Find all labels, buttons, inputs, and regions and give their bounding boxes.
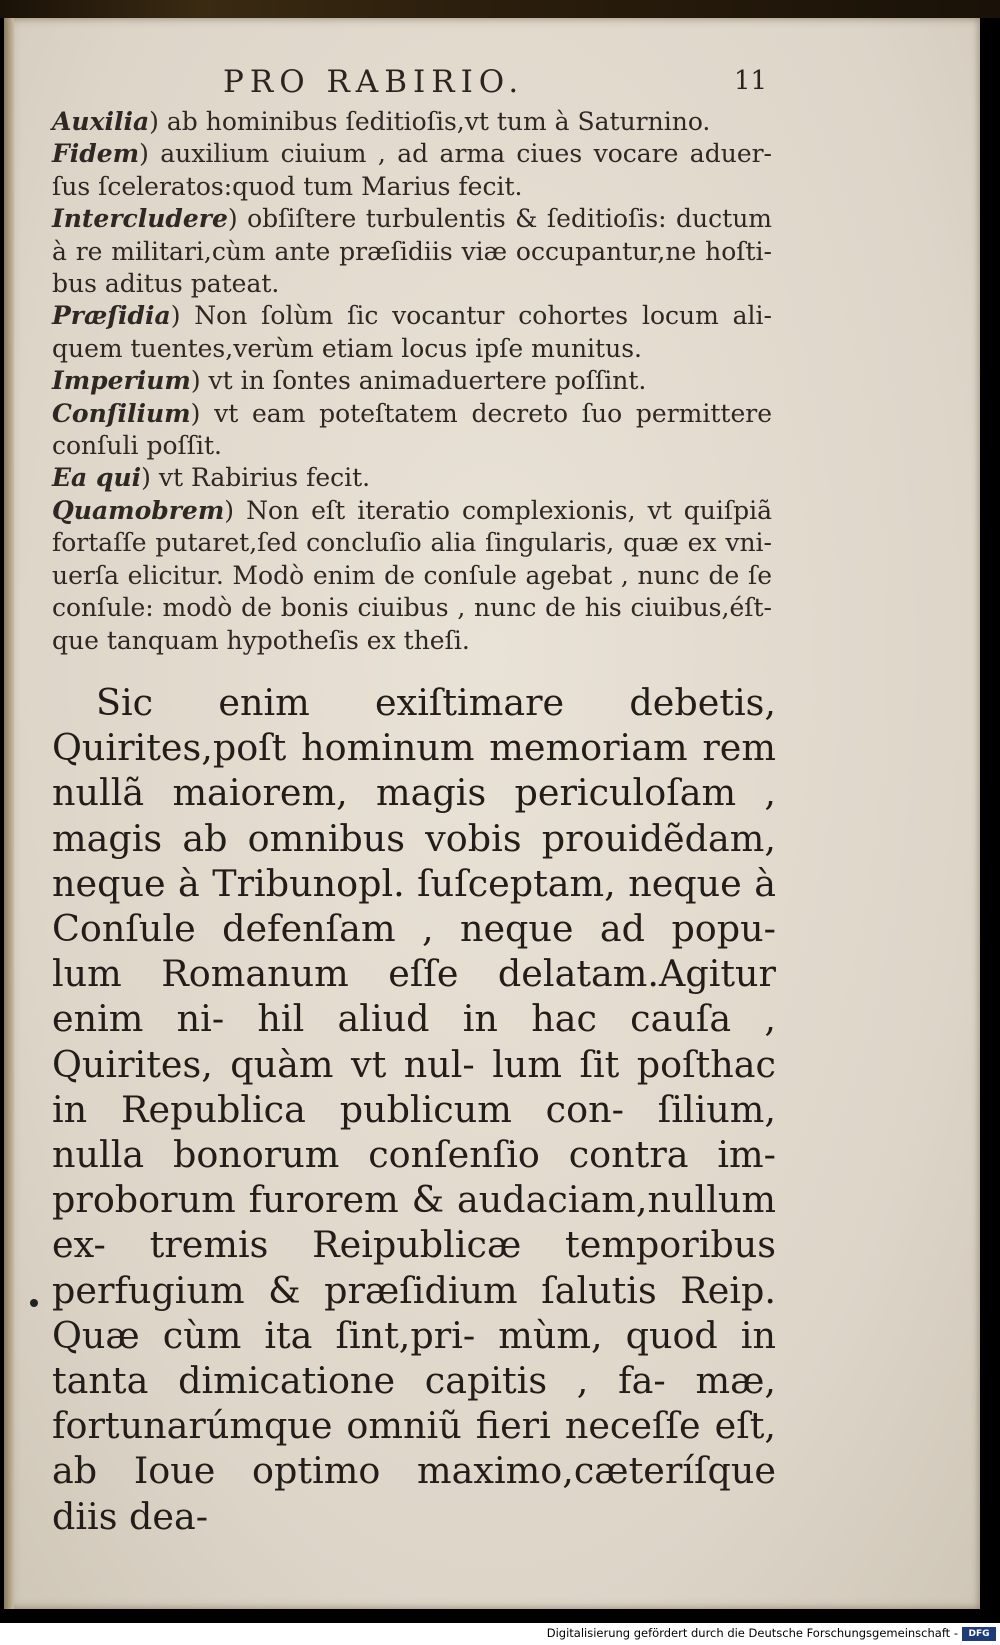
note-lemma: Præſidia (52, 301, 171, 331)
page-gutter-edge (4, 18, 14, 1609)
note-text: vt Rabirius fecit. (158, 463, 371, 493)
note-fidem: Fidem) auxilium ciuium , ad arma ciues vocare aduer- ſus ſceleratos:quod tum Marius fecit. (52, 139, 773, 201)
running-head: PRO RABIRIO. (223, 64, 525, 100)
note-lemma: Auxilia (52, 107, 150, 136)
note-lemma: Intercludere (52, 204, 228, 234)
note-ea-qui: Ea qui) vt Rabirius fecit. (52, 463, 371, 493)
margin-mark (30, 1299, 38, 1307)
note-imperium: Imperium) vt in ſontes animaduertere poſſint. (52, 366, 647, 396)
note-intercludere: Intercludere) obſiſtere turbulentis & ſeditioſis: ductum à re militari,cùm ante præſidiis viæ occupantur,ne hoſti- bus aditus pateat. (52, 204, 773, 299)
note-text: obſiſtere turbulentis & ſeditioſis: ductum à re militari,cùm ante præſidiis viæ occupantur,ne hoſti- bus aditus pateat. (52, 204, 773, 299)
note-text: vt eam poteſtatem decreto ſuo permittere conſuli poſſit. (52, 398, 772, 461)
main-text-block (52, 680, 776, 1539)
note-text: Non eſt iteratio complexionis, vt quiſpiã fortaſſe putaret,ſed concluſio alia ſingularis, quæ ex vni- uerſa elicitur. Modò enim de conſule agebat , nunc de ſe conſule: modò de bonis ciuibus , nunc de his ciuibus,éſt- que tanquam hypotheſis ex theſi. (52, 495, 773, 655)
page-header (4, 64, 980, 108)
main-paragraph: Sic enim exiſtimare debetis, Quirites,poſt hominum memoriam rem nullã maiorem, magis periculoſam , magis ab omnibus vobis prouidẽdam, neque à Tribunopl. ſuſceptam, neque à Conſule defenſam , neque ad popu- lum Romanum eſſe delatam.Agitur enim ni- hil aliud in hac cauſa , Quirites, quàm vt nul- lum ſit poſthac in Republica publicum con- ſilium, nulla bonorum conſenſio contra im- proborum furorem & audaciam,nullum ex- tremis Reipublicæ temporibus perfugium & præſidium ſalutis Reip. Quæ cùm ita ſint,pri- mùm, quod in tanta dimicatione capitis , fa- mæ, fortunarúmque omniũ fieri neceſſe eſt, ab Ioue optimo maximo,cæteríſque diis dea- (52, 681, 776, 1538)
note-text: Non ſolùm ſic vocantur cohortes locum ali- quem tuentes,verùm etiam locus ipſe munitus. (52, 301, 772, 363)
commentary-notes (52, 106, 772, 657)
note-lemma: Fidem (52, 139, 140, 169)
book-page (4, 18, 980, 1609)
note-auxilia: Auxilia) ab hominibus ſeditioſis,vt tum à Saturnino. (52, 107, 711, 136)
note-lemma: Ea qui (52, 463, 142, 493)
note-lemma: Imperium (52, 366, 191, 396)
note-text: auxilium ciuium , ad arma ciues vocare aduer- ſus ſceleratos:quod tum Marius fecit. (52, 139, 773, 201)
funding-credit: Digitalisierung gefördert durch die Deutsche Forschungsgemeinschaft - (546, 1626, 958, 1640)
note-quamobrem: Quamobrem) Non eſt iteratio complexionis, vt quiſpiã fortaſſe putaret,ſed concluſio alia ſingularis, quæ ex vni- uerſa elicitur. Modò enim de conſule agebat , nunc de ſe conſule: modò de bonis ciuibus , nunc de his ciuibus,éſt- que tanquam hypotheſis ex theſi. (52, 495, 773, 655)
note-consilium: Conſilium) vt eam poteſtatem decreto ſuo permittere conſuli poſſit. (52, 398, 772, 461)
top-scan-edge (0, 0, 1000, 18)
note-praesidia: Præſidia) Non ſolùm ſic vocantur cohortes locum ali- quem tuentes,verùm etiam locus ipſe munitus. (52, 301, 772, 363)
note-text: vt in ſontes animaduertere poſſint. (208, 366, 647, 396)
digitization-footer (0, 1623, 1000, 1645)
dfg-logo-icon: DFG (962, 1627, 996, 1641)
note-text: ab hominibus ſeditioſis,vt tum à Saturnino. (166, 107, 711, 136)
note-lemma: Conſilium (52, 398, 191, 428)
note-lemma: Quamobrem (52, 495, 225, 525)
page-number: 11 (734, 66, 768, 96)
